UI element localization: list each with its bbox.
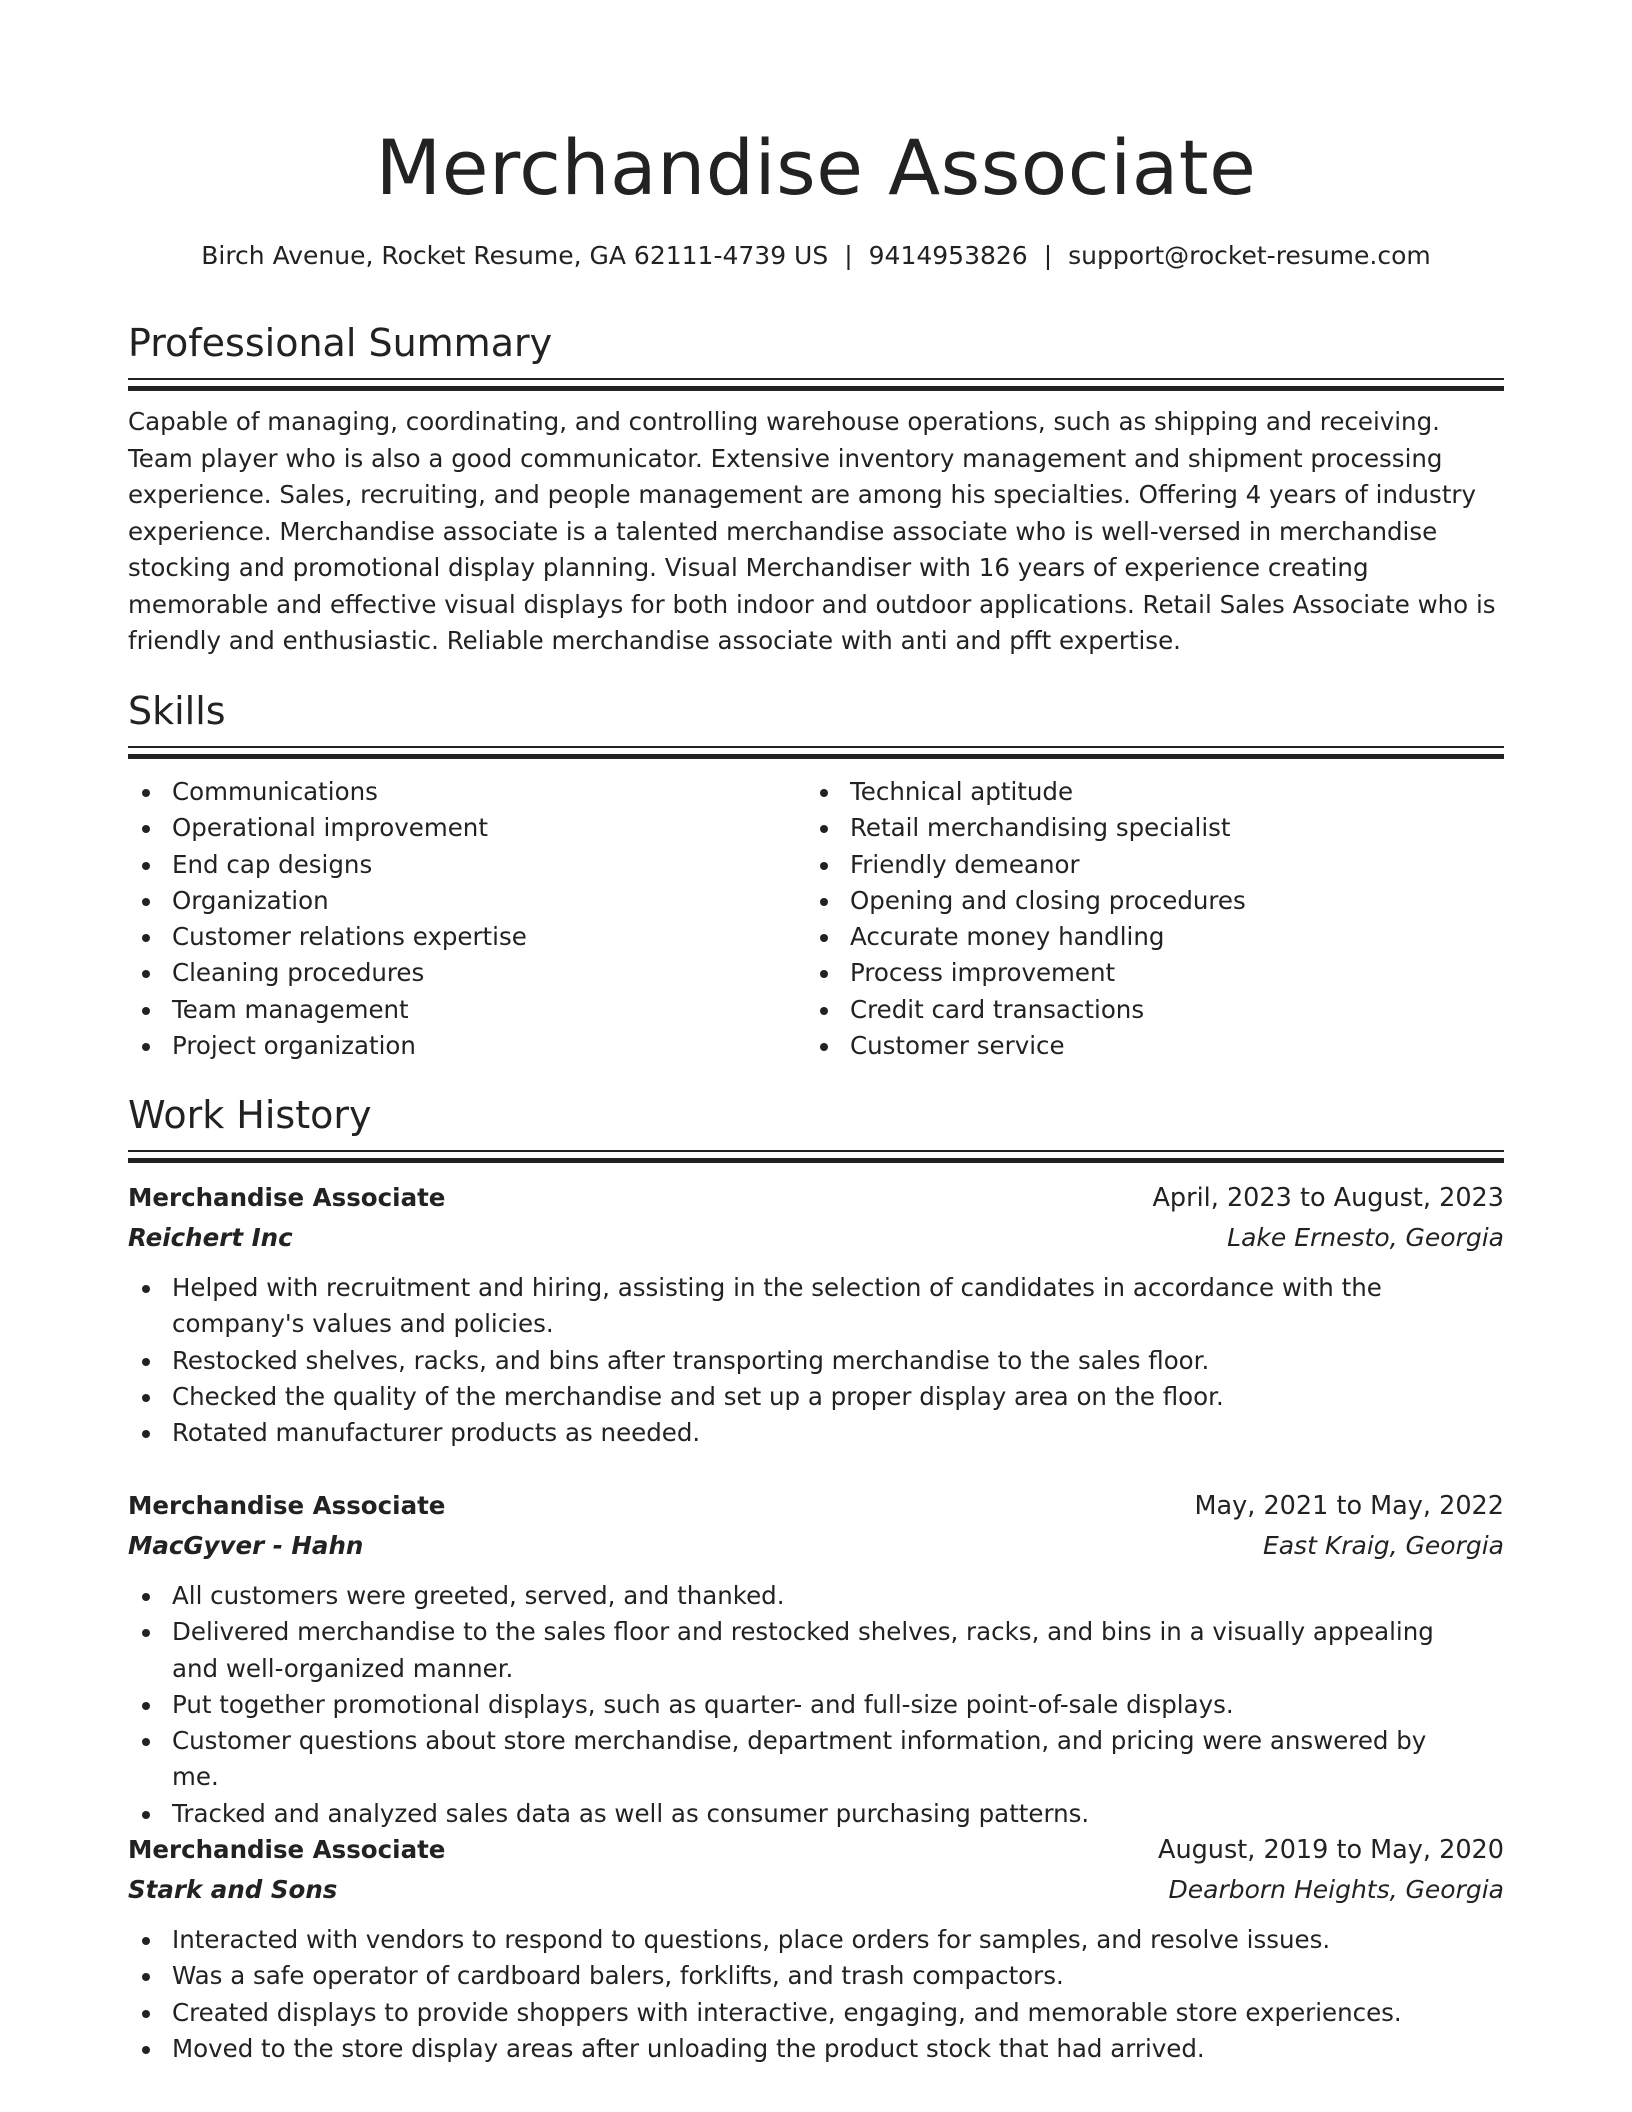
skill-item: Technical aptitude	[806, 774, 1466, 810]
job-bullet: Was a safe operator of cardboard balers, forklifts, and trash compactors.	[128, 1958, 1504, 1994]
job-bullet: Restocked shelves, racks, and bins after transporting merchandise to the sales floor.	[128, 1343, 1504, 1379]
job-bullets	[128, 1922, 1504, 2067]
skill-item: Organization	[128, 883, 788, 919]
contact-email: support@rocket-resume.com	[1068, 241, 1431, 270]
job-bullet: Created displays to provide shoppers with interactive, engaging, and memorable store experiences.	[128, 1995, 1504, 2031]
skills-list-left	[128, 774, 788, 1064]
skill-item: Opening and closing procedures	[806, 883, 1466, 919]
job-entry	[128, 1486, 1504, 1832]
job-bullet: Delivered merchandise to the sales floor and restocked shelves, racks, and bins in a visually appealing and well-organized manner.	[128, 1614, 1504, 1687]
job-location: Dearborn Heights, Georgia	[1168, 1875, 1504, 1904]
section-divider	[128, 746, 1504, 758]
skill-item: Team management	[128, 992, 788, 1028]
job-bullets	[128, 1270, 1504, 1451]
section-title-summary: Professional Summary	[128, 321, 553, 365]
job-entry	[128, 1830, 1504, 2067]
job-bullet: Helped with recruitment and hiring, assisting in the selection of candidates in accordance with the company's values and policies.	[128, 1270, 1504, 1343]
job-dates: April, 2023 to August, 2023	[1152, 1183, 1504, 1213]
skill-item: Friendly demeanor	[806, 847, 1466, 883]
job-company: Stark and Sons	[128, 1875, 338, 1904]
contact-phone: 9414953826	[868, 241, 1028, 270]
skill-item: Operational improvement	[128, 810, 788, 846]
skill-item: Retail merchandising specialist	[806, 810, 1466, 846]
skill-item: Credit card transactions	[806, 992, 1466, 1028]
skill-item: Accurate money handling	[806, 919, 1466, 955]
job-dates: May, 2021 to May, 2022	[1194, 1491, 1504, 1521]
job-bullet: Moved to the store display areas after unloading the product stock that had arrived.	[128, 2031, 1504, 2067]
job-title: Merchandise Associate	[128, 1835, 446, 1864]
job-bullet: Rotated manufacturer products as needed.	[128, 1415, 1504, 1451]
job-location: Lake Ernesto, Georgia	[1227, 1223, 1504, 1252]
section-divider	[128, 1150, 1504, 1162]
summary-text: Capable of managing, coordinating, and controlling warehouse operations, such as shipping and receiving. Team player who is also a good communicator. Extensive inventory management and shipment processing experience. Sales, recruiting, and people management are among his specialties. Offering 4 years of industry experience. Merchandise associate is a talented merchandise associate who is well-versed in merchandise stocking and promotional display planning. Visual Merchandiser with 16 years of experience creating memorable and effective visual displays for both indoor and outdoor applications. Retail Sales Associate who is friendly and enthusiastic. Reliable merchandise associate with anti and pfft expertise.	[128, 407, 1496, 655]
job-bullets	[128, 1578, 1504, 1832]
skill-item: Project organization	[128, 1028, 788, 1064]
skill-item: Customer relations expertise	[128, 919, 788, 955]
job-bullet: All customers were greeted, served, and thanked.	[128, 1578, 1504, 1614]
section-divider	[128, 378, 1504, 390]
job-title: Merchandise Associate	[128, 1183, 446, 1212]
job-title: Merchandise Associate	[128, 1491, 446, 1520]
contact-separator: |	[1043, 241, 1053, 270]
job-bullet: Interacted with vendors to respond to questions, place orders for samples, and resolve issues.	[128, 1922, 1504, 1958]
job-bullet: Tracked and analyzed sales data as well as consumer purchasing patterns.	[128, 1796, 1504, 1832]
skill-item: Customer service	[806, 1028, 1466, 1064]
contact-separator: |	[844, 241, 853, 270]
job-company: Reichert Inc	[128, 1223, 293, 1252]
skill-item: End cap designs	[128, 847, 788, 883]
job-location: East Kraig, Georgia	[1262, 1531, 1504, 1560]
skill-item: Cleaning procedures	[128, 955, 788, 991]
job-bullet: Checked the quality of the merchandise and set up a proper display area on the floor.	[128, 1379, 1504, 1415]
job-company: MacGyver - Hahn	[128, 1531, 364, 1560]
job-bullet: Put together promotional displays, such as quarter- and full-size point-of-sale displays.	[128, 1687, 1504, 1723]
skill-item: Communications	[128, 774, 788, 810]
contact-address: Birch Avenue, Rocket Resume, GA 62111-4739 US	[201, 241, 829, 270]
section-title-skills: Skills	[128, 689, 226, 733]
job-dates: August, 2019 to May, 2020	[1158, 1835, 1504, 1865]
skills-list-right	[806, 774, 1466, 1064]
job-entry	[128, 1178, 1504, 1451]
resume-name: Merchandise Associate	[375, 123, 1257, 212]
contact-line	[128, 238, 1504, 274]
skill-item: Process improvement	[806, 955, 1466, 991]
section-title-work-history: Work History	[128, 1093, 372, 1137]
job-bullet: Customer questions about store merchandise, department information, and pricing were answered by me.	[128, 1723, 1504, 1796]
